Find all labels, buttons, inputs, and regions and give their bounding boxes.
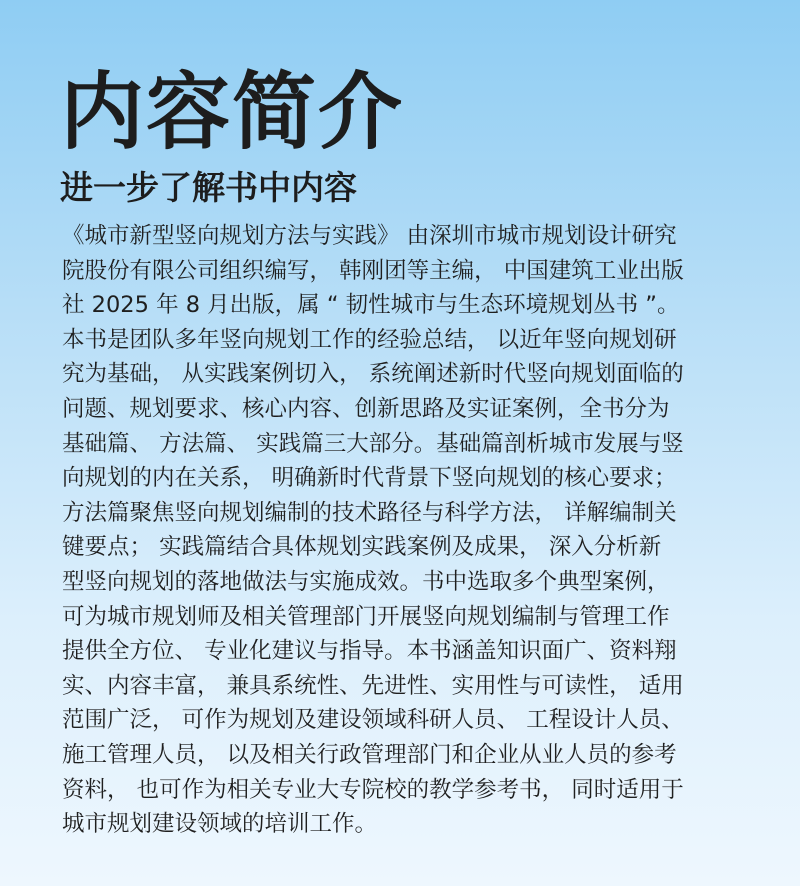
intro-line: 向规划的内在关系， 明确新时代背景下竖向规划的核心要求； [62, 465, 677, 492]
page-title: 内容简介 [60, 63, 405, 161]
intro-line: 本书是团队多年竖向规划工作的经验总结， 以近年竖向规划研 [62, 326, 677, 353]
intro-line: 提供全方位、 专业化建议与指导。本书涵盖知识面广、资料翔 [62, 638, 677, 665]
intro-line: 型竖向规划的落地做法与实施成效。书中选取多个典型案例， [62, 568, 670, 595]
intro-line: 键要点； 实践篇结合具体规划实践案例及成果， 深入分析新 [62, 534, 662, 561]
intro-line: 《城市新型竖向规划方法与实践》 由深圳市城市规划设计研究 [62, 223, 677, 249]
intro-line: 社 2025 年 8 月出版，属 “ 韧性城市与生态环境规划丛书 ”。 [62, 292, 680, 319]
intro-line: 究为基础， 从实践案例切入， 系统阐述新时代竖向规划面临的 [62, 361, 684, 388]
intro-line: 问题、规划要求、核心内容、创新思路及实证案例，全书分为 [62, 395, 670, 422]
intro-line: 实、内容丰富， 兼具系统性、先进性、实用性与可读性， 适用 [62, 672, 684, 699]
intro-line: 范围广泛， 可作为规划及建设领域科研人员、 工程设计人员、 [62, 707, 684, 734]
intro-line: 施工管理人员， 以及相关行政管理部门和企业从业人员的参考 [62, 741, 677, 768]
intro-line: 基础篇、 方法篇、 实践篇三大部分。基础篇剖析城市发展与竖 [62, 430, 684, 457]
intro-line: 资料， 也可作为相关专业大专院校的教学参考书， 同时适用于 [62, 776, 684, 803]
intro-line: 方法篇聚焦竖向规划编制的技术路径与科学方法， 详解编制关 [62, 499, 677, 526]
intro-line: 城市规划建设领域的培训工作。 [62, 811, 378, 838]
intro-line: 可为城市规划师及相关管理部门开展竖向规划编制与管理工作 [62, 603, 670, 630]
intro-line: 院股份有限公司组织编写， 韩刚团等主编， 中国建筑工业出版 [62, 257, 684, 284]
intro-paragraph [62, 219, 752, 842]
page-subtitle: 进一步了解书中内容 [60, 168, 357, 207]
